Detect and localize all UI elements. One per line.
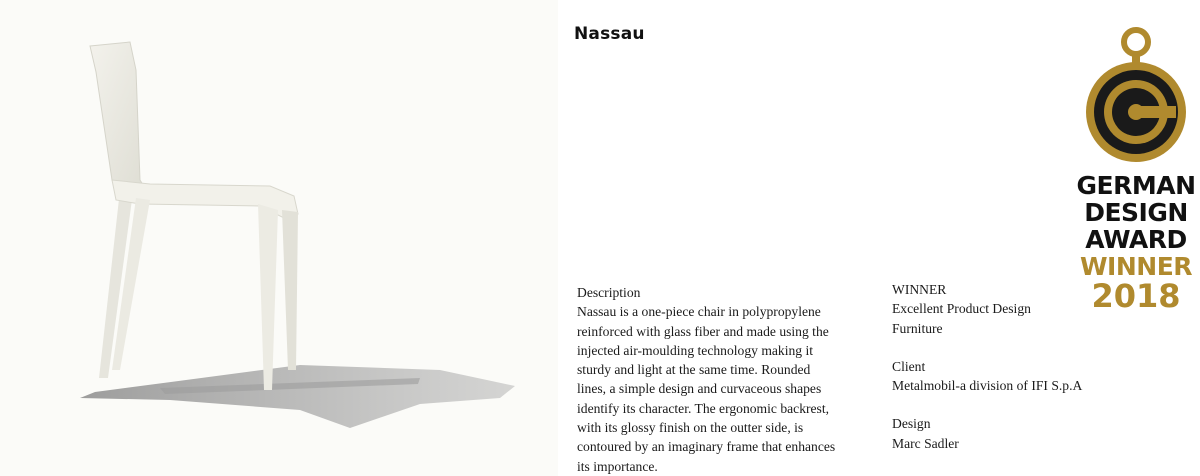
description-line: injected air-moulding technology making it [577,342,814,358]
award-logo-line-design: DESIGN [1084,198,1188,227]
design-block [892,414,1132,453]
product-title: Nassau [574,24,645,44]
chair-front-leg-right [282,210,298,370]
description-line: sturdy and light at the same time. Rounded [577,362,811,378]
award-logo-line-winner: WINNER [1079,252,1193,281]
description-section [577,283,867,476]
design-label: Design [892,416,931,432]
award-subcategory: Furniture [892,320,943,336]
award-logo-line-german: GERMAN [1076,171,1196,200]
award-logo-text [1076,171,1196,315]
award-category: Excellent Product Design [892,301,1031,317]
chair-front-leg-left [258,204,278,390]
description-line: contoured by an imaginary frame that enhances [577,439,836,455]
client-value: Metalmobil-a division of IFI S.p.A [892,378,1083,394]
award-medal-icon [1076,22,1196,172]
award-label: WINNER [892,282,947,297]
product-photo [0,0,558,476]
client-block [892,357,1132,396]
client-label: Client [892,358,926,374]
chair-backrest [90,42,150,200]
chair-illustration [0,0,558,476]
designer-name: Marc Sadler [892,435,959,451]
description-text [577,302,867,476]
description-line: reinforced with glass fiber and made using the [577,323,829,339]
description-line: identify its character. The ergonomic backrest, [577,400,830,416]
description-line: with its glossy finish on the outter side, is [577,420,804,436]
description-line: lines, a simple design and curvaceous shapes [577,381,822,397]
german-design-award-logo [1076,22,1196,315]
description-line: its importance. [577,458,658,474]
description-line: Nassau is a one-piece chair in polypropylene [577,304,821,320]
chair-shadow [80,365,515,428]
award-logo-line-award: AWARD [1085,225,1187,254]
award-logo-line-year: 2018 [1091,277,1181,315]
description-heading: Description [577,285,641,300]
